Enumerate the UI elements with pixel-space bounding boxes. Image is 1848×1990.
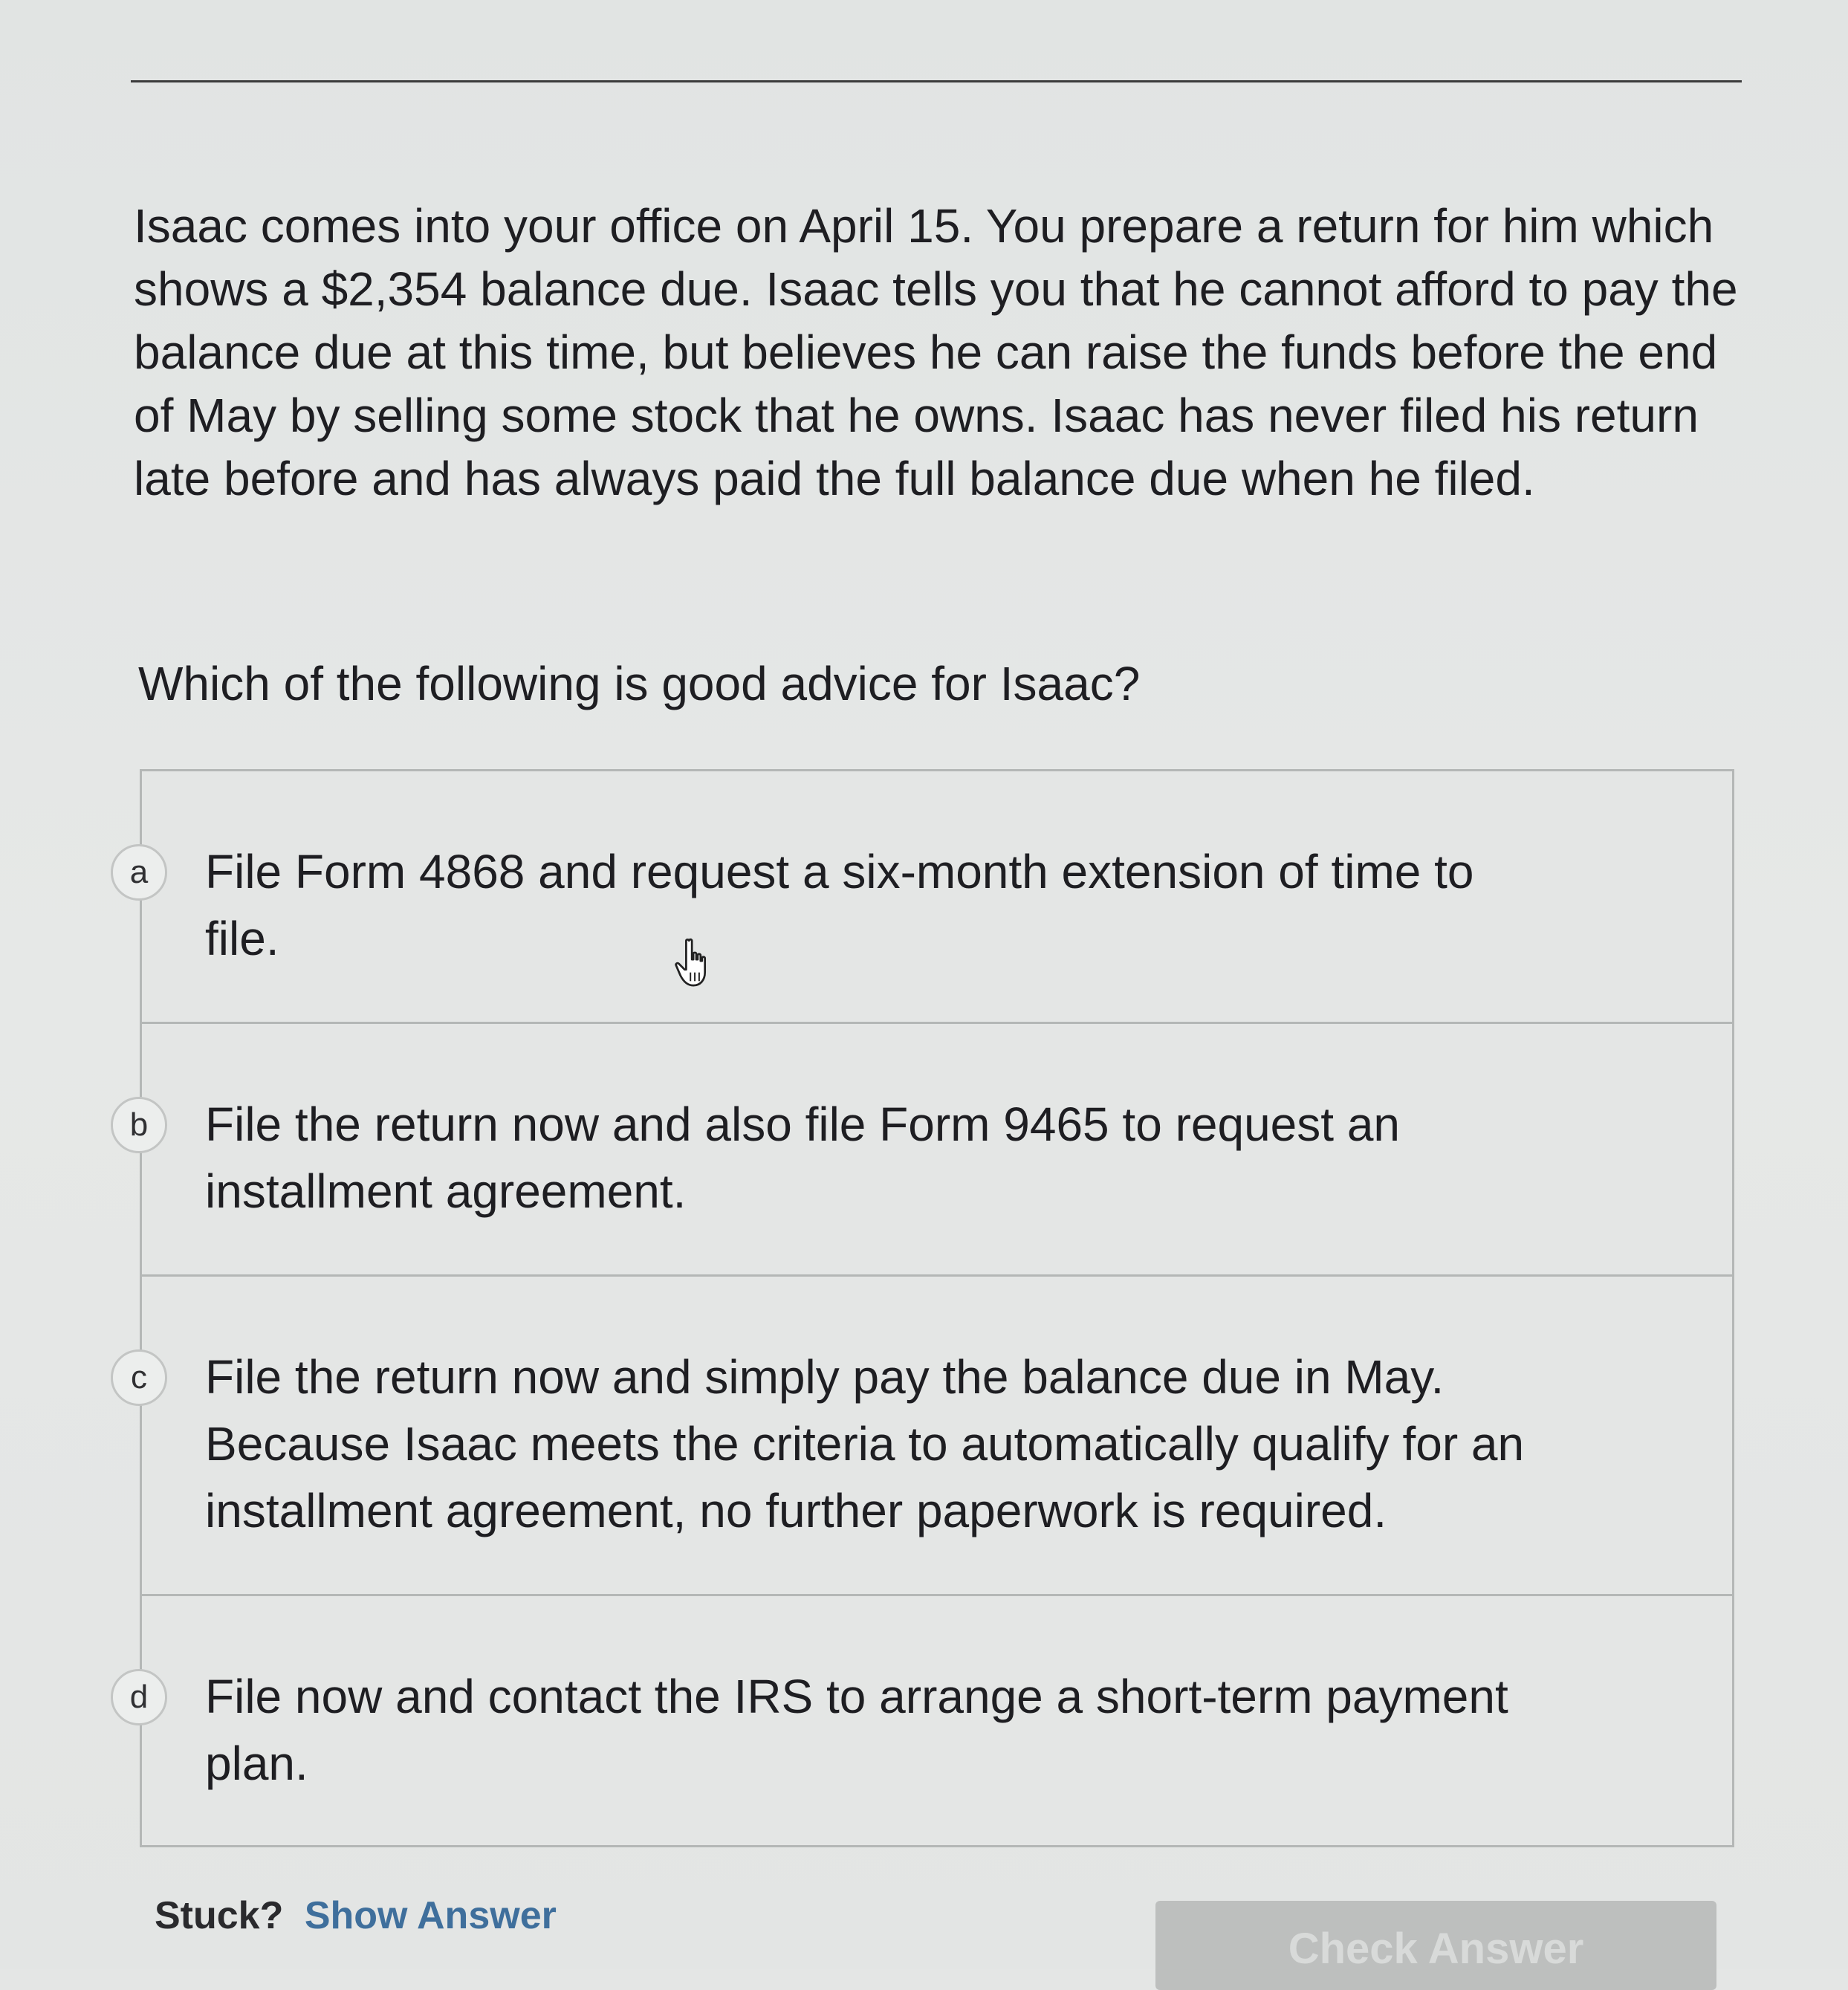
stuck-label: Stuck? [155, 1894, 284, 1937]
answer-options [129, 769, 1734, 1847]
option-letter-badge[interactable]: d [111, 1669, 167, 1725]
option-d[interactable] [129, 1596, 1732, 1845]
option-letter-badge[interactable]: c [111, 1349, 167, 1406]
hand-pointer-icon [672, 938, 720, 990]
question-body: Isaac comes into your office on April 15. You prepare a return for him which shows a $2,354 balance due. Isaac tells you that he cannot afford to pay the balance due at this time, but believes he can raise the funds before the end of May by selling some stock that he owns. Isaac has never filed his return late before and has always paid the full balance due when he filed. [134, 199, 1738, 505]
option-text[interactable]: File now and contact the IRS to arrange a short-term payment plan. [205, 1670, 1508, 1790]
stuck-prompt [155, 1893, 557, 1938]
show-answer-link[interactable]: Show Answer [304, 1894, 557, 1937]
option-text[interactable]: File Form 4868 and request a six-month extension of time to file. [205, 845, 1474, 965]
option-text[interactable]: File the return now and simply pay the balance due in May. Because Isaac meets the criteria to automatically qualify for an installment agreement, no further paperwork is required. [205, 1350, 1525, 1537]
option-text[interactable]: File the return now and also file Form 9465 to request an installment agreement. [205, 1098, 1400, 1218]
option-letter-badge[interactable]: b [111, 1097, 167, 1153]
option-b[interactable] [129, 1024, 1732, 1277]
option-letter-badge[interactable]: a [111, 844, 167, 901]
option-a[interactable] [129, 771, 1732, 1024]
question-prompt: Which of the following is good advice for Isaac? [138, 657, 1141, 710]
option-c[interactable] [131, 1277, 1732, 1596]
check-answer-button[interactable]: Check Answer [1155, 1901, 1716, 1990]
top-divider [131, 80, 1742, 82]
